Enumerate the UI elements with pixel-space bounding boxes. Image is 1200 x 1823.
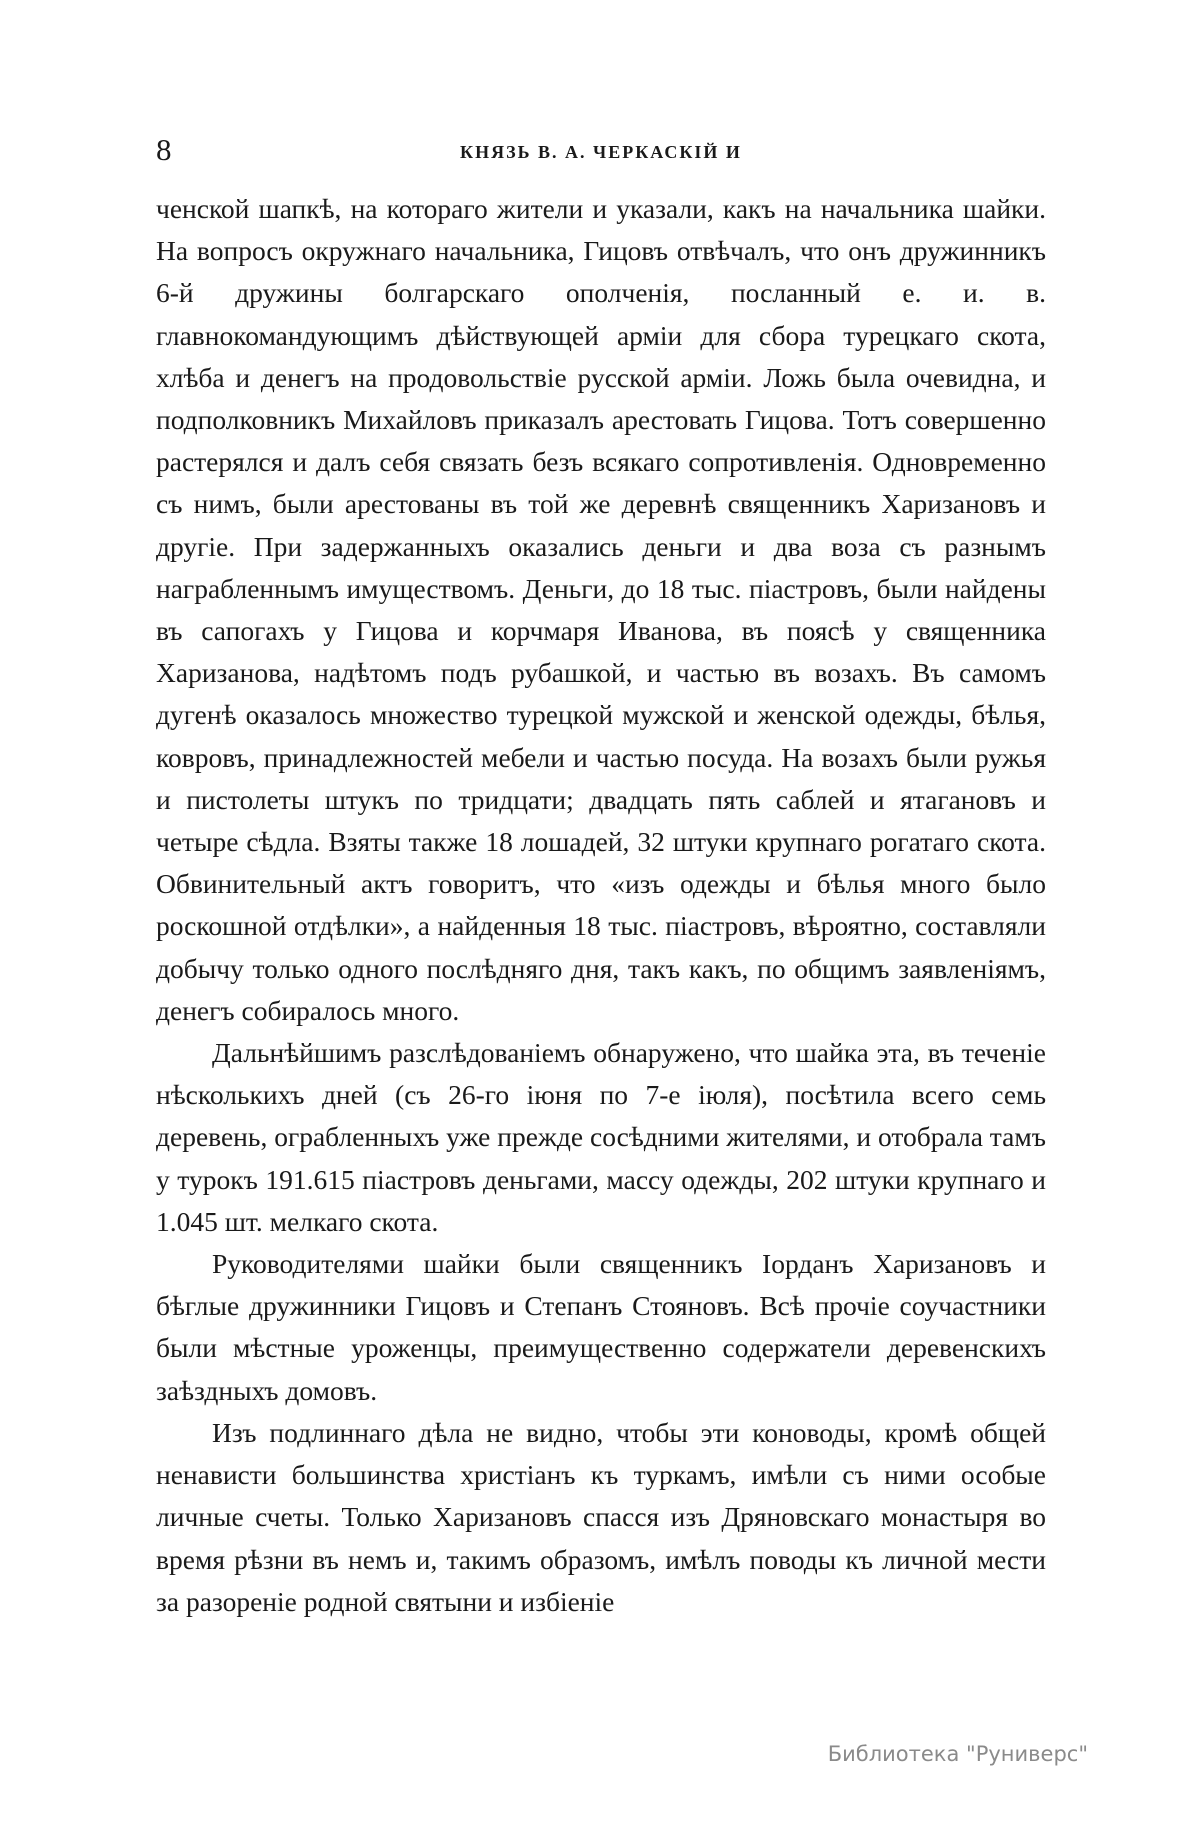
page-header (156, 132, 1046, 172)
paragraph-4: Изъ подлиннаго дѣла не видно, чтобы эти коноводы, кромѣ общей ненависти большинства христіанъ къ туркамъ, имѣли съ ними особые личные счеты. Только Харизановъ спасся изъ Дряновскаго монастыря во время рѣзни въ немъ и, такимъ образомъ, имѣлъ поводы къ личной мести за разореніе родной святыни и избіеніе (156, 1416, 1046, 1617)
paragraph-2: Дальнѣйшимъ разслѣдованіемъ обнаружено, что шайка эта, въ теченіе нѣсколькихъ дней (съ 26-го іюня по 7-е іюля), посѣтила всего семь деревень, ограбленныхъ уже прежде сосѣдними жителями, и отобрала тамъ у турокъ 191.615 піастровъ деньгами, массу одежды, 202 штуки крупнаго и 1.045 шт. мелкаго скота. (156, 1037, 1046, 1237)
page-number: 8 (156, 132, 172, 167)
running-title: КНЯЗЬ В. А. ЧЕРКАСКІЙ И (460, 142, 742, 162)
paragraph-3: Руководителями шайки были священникъ Іорданъ Харизановъ и бѣглые дружинники Гицовъ и Степанъ Стояновъ. Всѣ прочіе соучастники были мѣстные уроженцы, преимущественно содержатели деревенскихъ заѣздныхъ домовъ. (156, 1248, 1046, 1406)
body-text (156, 188, 1046, 1623)
library-watermark: Библиотека "Руниверс" (827, 1742, 1088, 1766)
paragraph-1: ченской шапкѣ, на котораго жители и указали, какъ на начальника шайки. На вопросъ окружнаго начальника, Гицовъ отвѣчалъ, что онъ дружинникъ 6-й дружины болгарскаго ополченія, посланный е. и. в. главнокомандующимъ дѣйствующей арміи для сбора турецкаго скота, хлѣба и денегъ на продовольствіе русской арміи. Ложь была очевидна, и подполковникъ Михайловъ приказалъ арестовать Гицова. Тотъ совершенно растерялся и далъ себя связать безъ всякаго сопротивленія. Одновременно съ нимъ, были арестованы въ той же деревнѣ священникъ Харизановъ и другіе. При задержанныхъ оказались деньги и два воза съ разнымъ награбленнымъ имуществомъ. Деньги, до 18 тыс. піастровъ, были найдены въ сапогахъ у Гицова и корчмаря Иванова, въ поясѣ у священника Харизанова, надѣтомъ подъ рубашкой, и частью въ возахъ. Въ самомъ дугенѣ оказалось множество турецкой мужской и женской одежды, бѣлья, ковровъ, принадлежностей мебели и частью посуда. На возахъ были ружья и пистолеты штукъ по тридцати; двадцать пять саблей и ятагановъ и четыре сѣдла. Взяты также 18 лошадей, 32 штуки крупнаго рогатаго скота. Обвинительный актъ говоритъ, что «изъ одежды и бѣлья много было роскошной отдѣлки», а найденныя 18 тыс. піастровъ, вѣроятно, составляли добычу только одного послѣдняго дня, такъ какъ, по общимъ заявленіямъ, денегъ собиралось много. (156, 193, 1046, 1026)
